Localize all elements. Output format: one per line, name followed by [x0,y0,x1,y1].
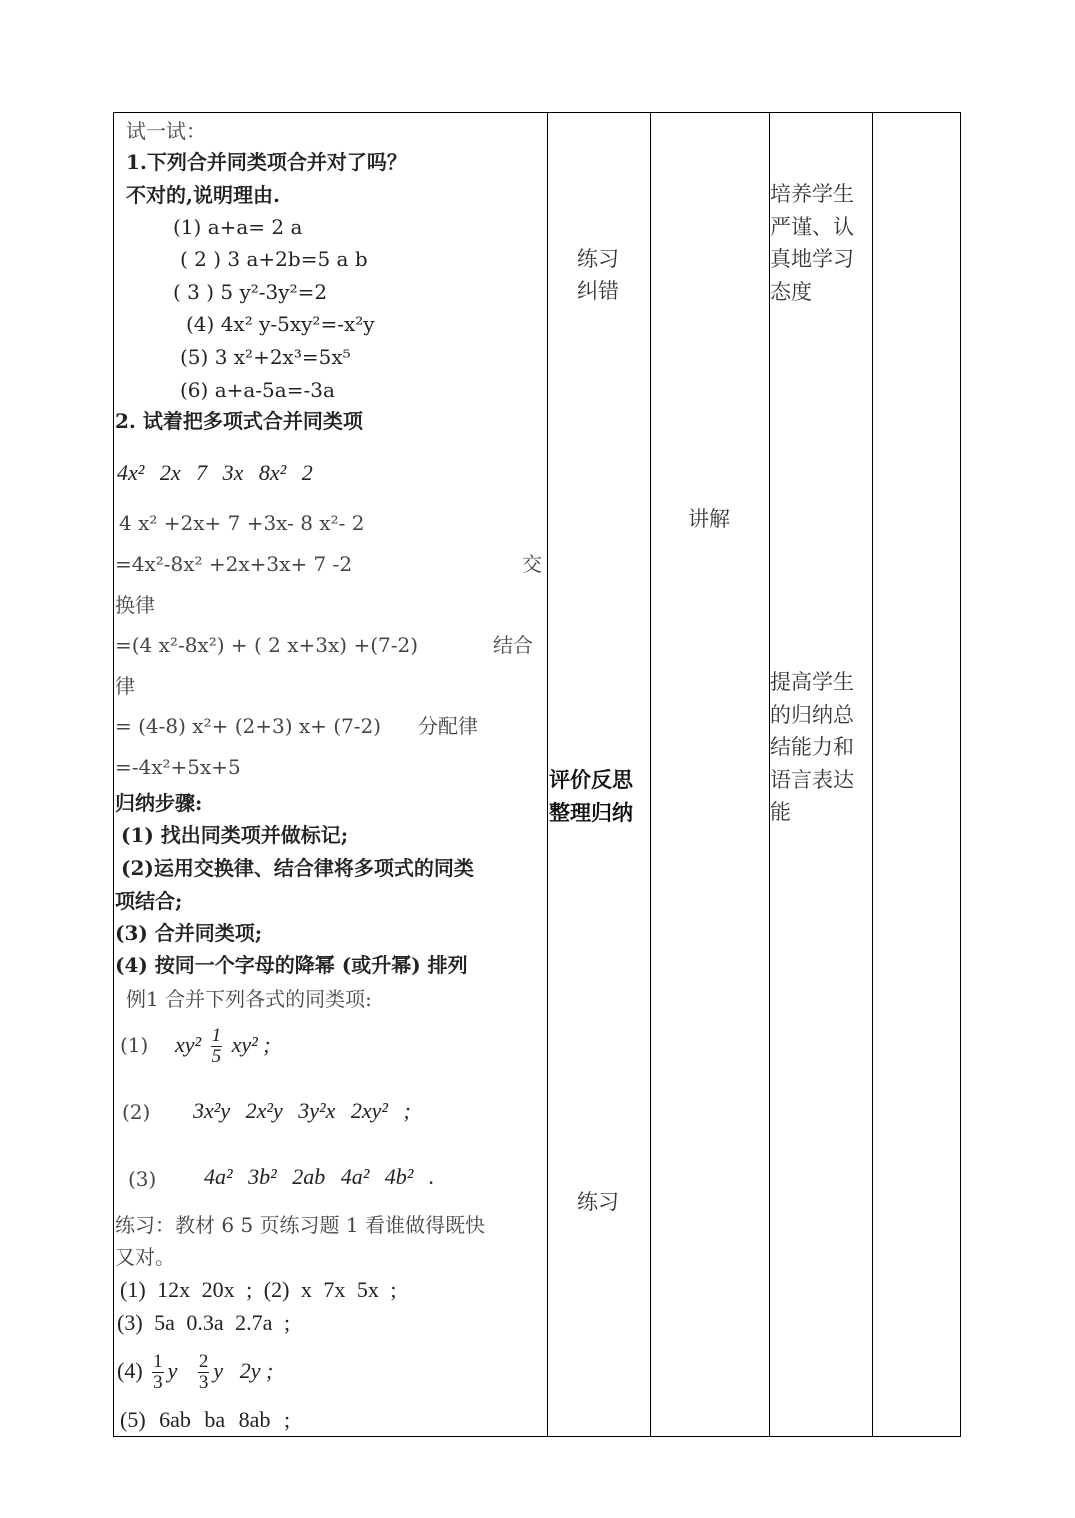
law-label: 换律 [115,593,155,617]
goal-line: 结能力和 [770,735,854,759]
summary-item: (4) 按同一个字母的降幂 (或升幂) 排列 [115,953,468,977]
goal-line: 语言表达 [770,768,854,792]
q1-subtitle: 不对的,说明理由. [126,183,280,207]
step: 4 x² +2x+ 7 +3x- 8 x²- 2 [119,511,365,535]
denominator: 3 [198,1372,209,1394]
goal-line: 提高学生 [770,670,854,694]
goal-line: 态度 [770,280,812,304]
practice-label: (4) [117,1358,143,1383]
step: =(4 x²-8x²) + ( 2 x+3x) +(7-2) [115,633,419,657]
q1-title: 1.下列合并同类项合并对了吗？ [126,150,407,174]
summary-title: 归纳步骤: [115,791,203,815]
summary-item: (3) 合并同类项; [115,921,263,945]
step: =4x²-8x² +2x+3x+ 7 -2 [115,552,353,576]
practice-3: (3) 5a 0.3a 2.7a ; [117,1310,291,1335]
example-1-expression [175,1018,271,1072]
goal-line: 严谨、认 [770,215,854,239]
q1-item: ( 2 ) 3 a+2b=5 a b [180,247,368,271]
goal-line: 培养学生 [770,182,854,206]
denominator: 5 [211,1046,222,1068]
example-label: (2) [122,1100,151,1124]
practice-5: (5) 6ab ba 8ab ; [120,1407,291,1432]
q1-item: (4) 4x² y-5xy²=-x²y [186,312,375,336]
teacher-activity: 讲解 [688,507,730,531]
activity-label: 整理归纳 [549,800,633,825]
law-label: 结合 [493,633,533,657]
q2-title: 2. 试着把多项式合并同类项 [115,409,363,433]
q1-item: (1) a+a= 2 a [173,215,303,239]
term: 2y ; [239,1358,274,1383]
example-label: (3) [128,1167,157,1191]
step: =-4x²+5x+5 [115,755,241,779]
column-divider [650,113,651,1436]
example-1-term: xy² [175,1032,202,1057]
summary-item: (2)运用交换律、结合律将多项式的同类 [121,856,474,880]
numerator: 2 [198,1351,209,1373]
variable: y [167,1358,178,1383]
example-title: 例1 合并下列各式的同类项: [126,987,372,1011]
q1-item: (6) a+a-5a=-3a [180,378,335,402]
summary-item: (1) 找出同类项并做标记; [121,823,349,847]
fraction [152,1352,164,1393]
goal-line: 真地学习 [770,247,854,271]
example-label: (1) [120,1033,149,1057]
activity-label: 评价反思 [549,767,633,792]
practice-4 [117,1346,273,1396]
try-title: 试一试： [126,119,206,143]
law-label: 分配律 [418,714,478,738]
example-1-term: xy² [231,1032,258,1057]
example-2-expression: 3x²y 2x²y 3y²x 2xy² ; [193,1098,411,1123]
q2-expression: 4x² 2x 7 3x 8x² 2 [117,460,313,485]
q1-item: ( 3 ) 5 y²-3y²=2 [173,280,328,304]
variable: y [213,1358,224,1383]
step: = (4-8) x²+ (2+3) x+ (7-2) [115,714,382,738]
semicolon: ; [263,1032,271,1057]
goal-line: 的归纳总 [770,703,854,727]
denominator: 3 [153,1372,163,1394]
numerator: 1 [211,1025,222,1047]
q1-item: (5) 3 x²+2x³=5x⁵ [180,345,351,369]
column-divider [547,113,548,1436]
activity-label: 练习 [577,247,619,271]
goal-line: 能 [770,800,791,824]
law-label: 律 [115,674,135,698]
numerator: 1 [153,1351,163,1373]
example-3-expression: 4a² 3b² 2ab 4a² 4b² . [204,1164,435,1189]
practice-text: 又对。 [115,1245,175,1269]
column-divider [872,113,873,1436]
summary-item: 项结合; [115,889,183,913]
practice-text: 练习：教材 6 5 页练习题 1 看谁做得既快 [115,1213,485,1237]
law-label: 交 [522,552,542,576]
activity-label: 纠错 [577,279,619,303]
practice-1-2: (1) 12x 20x ; (2) x 7x 5x ; [120,1277,397,1302]
fraction [211,1026,223,1067]
fraction [198,1352,210,1393]
activity-label: 练习 [577,1190,619,1214]
